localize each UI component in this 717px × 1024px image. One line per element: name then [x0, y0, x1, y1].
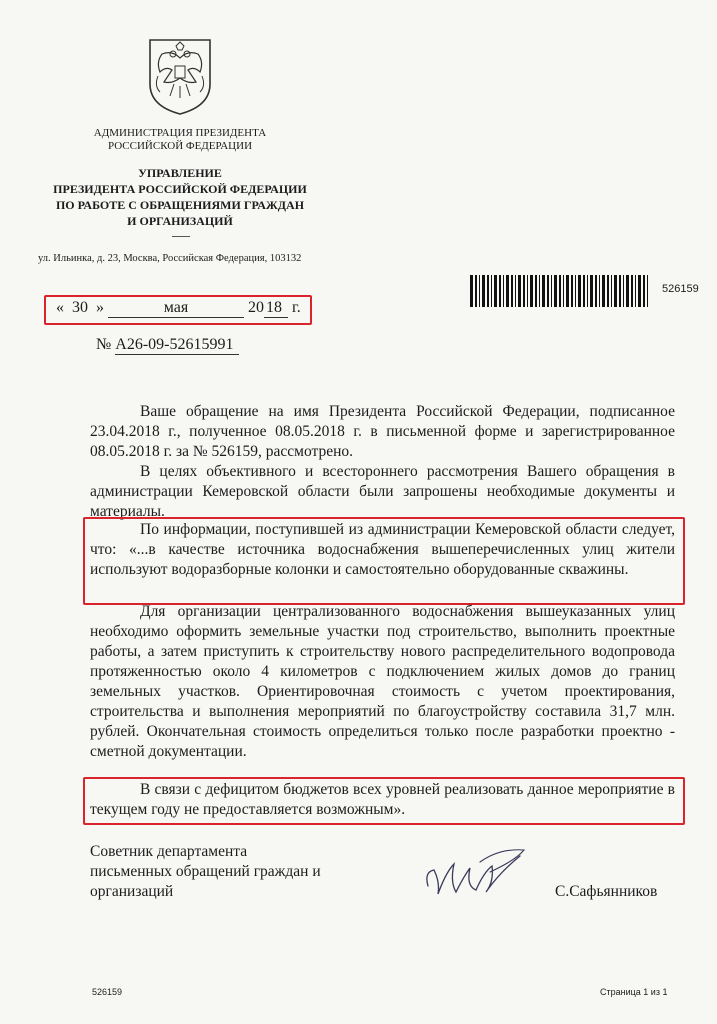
- org-name-line1: АДМИНИСТРАЦИЯ ПРЕЗИДЕНТА: [93, 127, 267, 139]
- barcode-bar: [635, 275, 636, 307]
- barcode-bar: [515, 275, 516, 307]
- reference-symbol: №: [96, 336, 112, 353]
- reference-value: А26-09-52615991: [115, 335, 239, 355]
- barcode-bar: [623, 275, 624, 307]
- paragraph-1: Ваше обращение на имя Президента Российской Федерации, подписанное 23.04.2018 г., полученное 08.05.2018 г. в письменной форме и зарегистрированное 08.05.2018 г. за № 526159, рассмотрено.: [90, 403, 675, 460]
- barcode-bar: [590, 275, 593, 307]
- org-name-line2: РОССИЙСКОЙ ФЕДЕРАЦИИ: [107, 140, 253, 152]
- dept-title-line4: И ОРГАНИЗАЦИЙ: [127, 214, 233, 228]
- address: ул. Ильинка, д. 23, Москва, Российская Федерация, 103132: [38, 253, 302, 264]
- date-year-suffix: 18: [264, 299, 288, 318]
- barcode-bar: [583, 275, 585, 307]
- date-line: [56, 297, 301, 319]
- barcode: [470, 275, 650, 307]
- date-close-quote: »: [96, 299, 104, 316]
- barcode-bar: [566, 275, 569, 307]
- dept-title-line3: ПО РАБОТЕ С ОБРАЩЕНИЯМИ ГРАЖДАН: [55, 198, 305, 212]
- barcode-bar: [487, 275, 489, 307]
- barcode-bar: [563, 275, 564, 307]
- handwritten-signature: [420, 842, 530, 904]
- barcode-bar: [571, 275, 573, 307]
- barcode-bar: [523, 275, 525, 307]
- reference-number: [96, 334, 239, 356]
- barcode-bar: [470, 275, 473, 307]
- barcode-bar: [482, 275, 485, 307]
- barcode-bar: [619, 275, 621, 307]
- barcode-bar: [602, 275, 605, 307]
- signer-name: С.Сафьянников: [555, 883, 658, 900]
- header-divider: [172, 236, 190, 237]
- barcode-bar: [578, 275, 581, 307]
- barcode-number: 526159: [662, 283, 699, 295]
- barcode-bar: [607, 275, 609, 307]
- barcode-bar: [631, 275, 633, 307]
- barcode-bar: [587, 275, 588, 307]
- signer-position-line1: Советник департамента: [90, 843, 248, 860]
- barcode-bar: [503, 275, 504, 307]
- date-day: 30: [72, 299, 88, 316]
- barcode-bar: [551, 275, 552, 307]
- signer-position-line2: письменных обращений граждан и: [90, 863, 321, 880]
- barcode-bar: [647, 275, 648, 307]
- barcode-bar: [554, 275, 557, 307]
- barcode-bar: [643, 275, 645, 307]
- barcode-bar: [511, 275, 513, 307]
- date-year-prefix: 20: [248, 299, 264, 316]
- barcode-bar: [530, 275, 533, 307]
- date-year-abbr: г.: [292, 299, 301, 316]
- barcode-bar: [535, 275, 537, 307]
- barcode-bar: [506, 275, 509, 307]
- barcode-bar: [542, 275, 545, 307]
- barcode-bar: [638, 275, 641, 307]
- dept-title-line1: УПРАВЛЕНИЕ: [138, 166, 222, 180]
- barcode-bar: [559, 275, 561, 307]
- date-month: мая: [108, 299, 244, 318]
- paragraph-4: Для организации централизованного водоснабжения вышеуказанных улиц необходимо оформить земельные участки под строительство, выполнить проектные работы, а затем приступить к строительству нового распределительного водопровода протяженностью около 4 километров с подключением жилых домов до границ земельных участков. Ориентировочная стоимость с учетом проектирования, строительства и выполнения мероприятий по благоустройству составила 31,7 млн. рублей. Окончательная стоимость определиться только после разработки проектно - сметной документации.: [90, 603, 675, 760]
- barcode-bar: [491, 275, 492, 307]
- paragraph-3: По информации, поступившей из администрации Кемеровской области следует, что: «...в качестве источника водоснабжения вышеперечисленных улиц жители используют водоразборные колонки и самостоятельно оборудованные скважины.: [90, 521, 675, 578]
- barcode-bar: [614, 275, 617, 307]
- barcode-bar: [599, 275, 600, 307]
- barcode-bar: [475, 275, 477, 307]
- signer-position-line3: организаций: [90, 883, 174, 900]
- barcode-bar: [518, 275, 521, 307]
- barcode-bar: [595, 275, 597, 307]
- footer-code: 526159: [92, 987, 123, 997]
- barcode-bar: [479, 275, 480, 307]
- barcode-bar: [626, 275, 629, 307]
- date-open-quote: «: [56, 299, 64, 316]
- barcode-bar: [547, 275, 549, 307]
- barcode-bar: [539, 275, 540, 307]
- coat-of-arms-emblem: [146, 36, 214, 116]
- barcode-bar: [494, 275, 497, 307]
- barcode-bar: [527, 275, 528, 307]
- paragraph-2: В целях объективного и всестороннего рассмотрения Вашего обращения в администрации Кемеровской области были запрошены необходимые документы и материалы.: [90, 463, 675, 520]
- dept-title-line2: ПРЕЗИДЕНТА РОССИЙСКОЙ ФЕДЕРАЦИИ: [53, 182, 307, 196]
- footer-page-number: Страница 1 из 1: [600, 987, 668, 997]
- barcode-bar: [499, 275, 501, 307]
- paragraph-5: В связи с дефицитом бюджетов всех уровней реализовать данное мероприятие в текущем году не предоставляется возможным».: [90, 781, 675, 818]
- barcode-bar: [575, 275, 576, 307]
- barcode-bar: [611, 275, 612, 307]
